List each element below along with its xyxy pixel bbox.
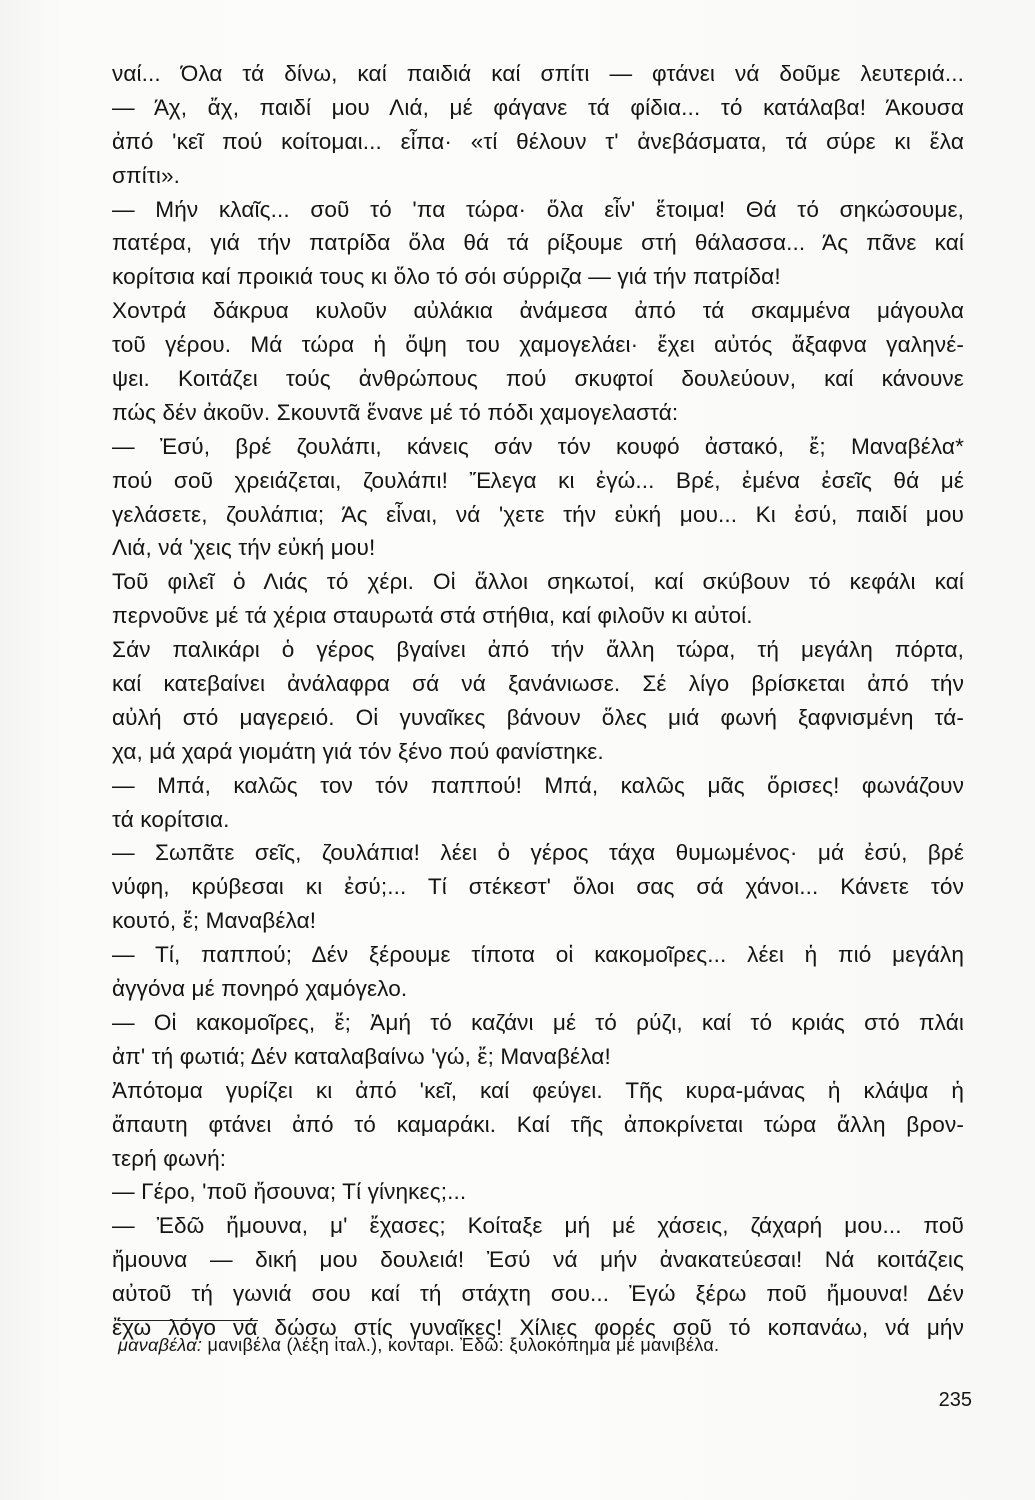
text-line: Ἀπότομα γυρίζει κι ἀπό 'κεῖ, καί φεύγει. Τῆς κυρα-μάνας ἡ κλάψα ἡ <box>112 1077 964 1103</box>
text-line: τά κορίτσια. <box>112 806 230 832</box>
page-number: 235 <box>938 1389 972 1411</box>
text-line: — Μπά, καλῶς τον τόν παππού! Μπά, καλῶς μᾶς ὅρισες! φωνάζουν <box>112 772 964 798</box>
text-line: πατέρα, γιά τήν πατρίδα ὅλα θά τά ρίξουμε στή θάλασσα... Άς πᾶνε καί <box>112 230 964 256</box>
footnote-divider <box>118 1320 258 1321</box>
text-line: — Οἱ κακομοῖρες, ἔ; Ἀμή τό καζάνι μέ τό ρύζι, καί τό κριάς στό πλάι <box>112 1009 964 1035</box>
text-line: — Σωπᾶτε σεῖς, ζουλάπια! λέει ὁ γέρος τάχα θυμωμένος· μά ἐσύ, βρέ <box>112 840 964 866</box>
footnote <box>118 1332 964 1358</box>
text-line: σπίτι». <box>112 162 181 188</box>
text-line: ἄπαυτη φτάνει ἀπό τό καμαράκι. Καί τῆς ἀποκρίνεται τώρα ἄλλη βρον- <box>112 1111 964 1137</box>
text-line: καί κατεβαίνει ἀνάλαφρα σά νά ξανάνιωσε. Σέ λίγο βρίσκεται ἀπό τήν <box>112 671 964 697</box>
text-line: πώς δέν ἀκοῦν. Σκουντᾶ ἕνανε μέ τό πόδι χαμογελαστά: <box>112 399 679 425</box>
text-line: χα, μά χαρά γιομάτη γιά τόν ξένο πού φανίστηκε. <box>112 738 604 764</box>
text-line: ἀπό 'κεῖ πού κοίτομαι... εἶπα· «τί θέλουν τ' ἀνεβάσματα, τά σύρε κι ἔλα <box>112 128 964 154</box>
text-line: — Άχ, ἄχ, παιδί μου Λιά, μέ φάγανε τά φίδια... τό κατάλαβα! Άκουσα <box>112 94 964 120</box>
text-line: ἔχω λόγο νά δώσω στίς γυναῖκες! Χίλιες φορές σοῦ τό κοπανάω, νά μήν <box>112 1314 964 1340</box>
text-line: ἀπ' τή φωτιά; Δέν καταλαβαίνω 'γώ, ἔ; Μαναβέλα! <box>112 1043 611 1069</box>
text-line: ἤμουνα — δική μου δουλειά! Ἐσύ νά μήν ἀνακατεύεσαι! Νά κοιτάζεις <box>112 1247 964 1273</box>
text-line: — Τί, παππού; Δέν ξέρουμε τίποτα οἱ κακομοῖρες... λέει ἡ πιό μεγάλη <box>112 942 964 968</box>
text-line: κουτό, ἔ; Μαναβέλα! <box>112 908 317 934</box>
text-line: αὐλή στό μαγερειό. Οἱ γυναῖκες βάνουν ὅλες μιά φωνή ξαφνισμένη τά- <box>112 704 964 730</box>
text-line: — Μήν κλαῖς... σοῦ τό 'πα τώρα· ὅλα εἶν' ἕτοιμα! Θά τό σηκώσουμε, <box>112 196 964 222</box>
footnote-text: μανιβέλα (λέξη ἰταλ.), κονταρι. Ἐδῶ: ξυλοκόπημα μέ μανιβέλα. <box>207 1335 720 1355</box>
text-line: αὐτοῦ τή γωνιά σου καί τή στάχτη σου... Ἐγώ ξέρω ποῦ ἤμουνα! Δέν <box>112 1281 964 1307</box>
text-line: πού σοῦ χρειάζεται, ζουλάπι! Ἔλεγα κι ἐγώ... Βρέ, ἐμένα ἐσεῖς θά μέ <box>112 467 964 493</box>
text-line: ψει. Κοιτάζει τούς ἀνθρώπους πού σκυφτοί δουλεύουν, καί κάνουνε <box>112 366 964 392</box>
text-line: τερή φωνή: <box>112 1145 227 1171</box>
text-line: κορίτσια καί προικιά τους κι ὅλο τό σόι σύρριζα — γιά τήν πατρίδα! <box>112 264 781 290</box>
body-text <box>112 57 964 1345</box>
text-line: — Ἐσύ, βρέ ζουλάπι, κάνεις σάν τόν κουφό ἀστακό, ἔ; Μαναβέλα* <box>112 433 964 459</box>
text-line: Χοντρά δάκρυα κυλοῦν αὐλάκια ἀνάμεσα ἀπό τά σκαμμένα μάγουλα <box>112 298 964 324</box>
footnote-term: μαναβέλα: <box>118 1335 203 1355</box>
text-line: τοῦ γέρου. Μά τώρα ἡ ὄψη του χαμογελάει· ἔχει αὐτός ἄξαφνα γαληνέ- <box>112 332 964 358</box>
text-line: γελάσετε, ζουλάπια; Άς εἶναι, νά 'χετε τήν εὐκή μου... Κι ἐσύ, παιδί μου <box>112 501 964 527</box>
text-line: ἀγγόνα μέ πονηρό χαμόγελο. <box>112 976 408 1002</box>
text-line: — Ἐδῶ ἤμουνα, μ' ἔχασες; Κοίταξε μή μέ χάσεις, ζάχαρή μου... ποῦ <box>112 1213 964 1239</box>
text-line: Σάν παλικάρι ὁ γέρος βγαίνει ἀπό τήν ἄλλη τώρα, τή μεγάλη πόρτα, <box>112 637 964 663</box>
text-line: ναί... Όλα τά δίνω, καί παιδιά καί σπίτι — φτάνει νά δοῦμε λευτεριά... <box>112 61 964 86</box>
text-line: Λιά, νά 'χεις τήν εὐκή μου! <box>112 535 376 561</box>
text-line: νύφη, κρύβεσαι κι ἐσύ;... Τί στέκεστ' ὅλοι σας σά χάνοι... Κάνετε τόν <box>112 874 964 900</box>
text-line: περνοῦνε μέ τά χέρια σταυρωτά στά στήθια, καί φιλοῦν κι αὐτοί. <box>112 603 753 629</box>
text-line: — Γέρο, 'ποῦ ἤσουνα; Τί γίνηκες;... <box>112 1179 467 1205</box>
text-line: Τοῦ φιλεῖ ὁ Λιάς τό χέρι. Οἱ ἄλλοι σηκωτοί, καί σκύβουν τό κεφάλι καί <box>112 569 964 595</box>
